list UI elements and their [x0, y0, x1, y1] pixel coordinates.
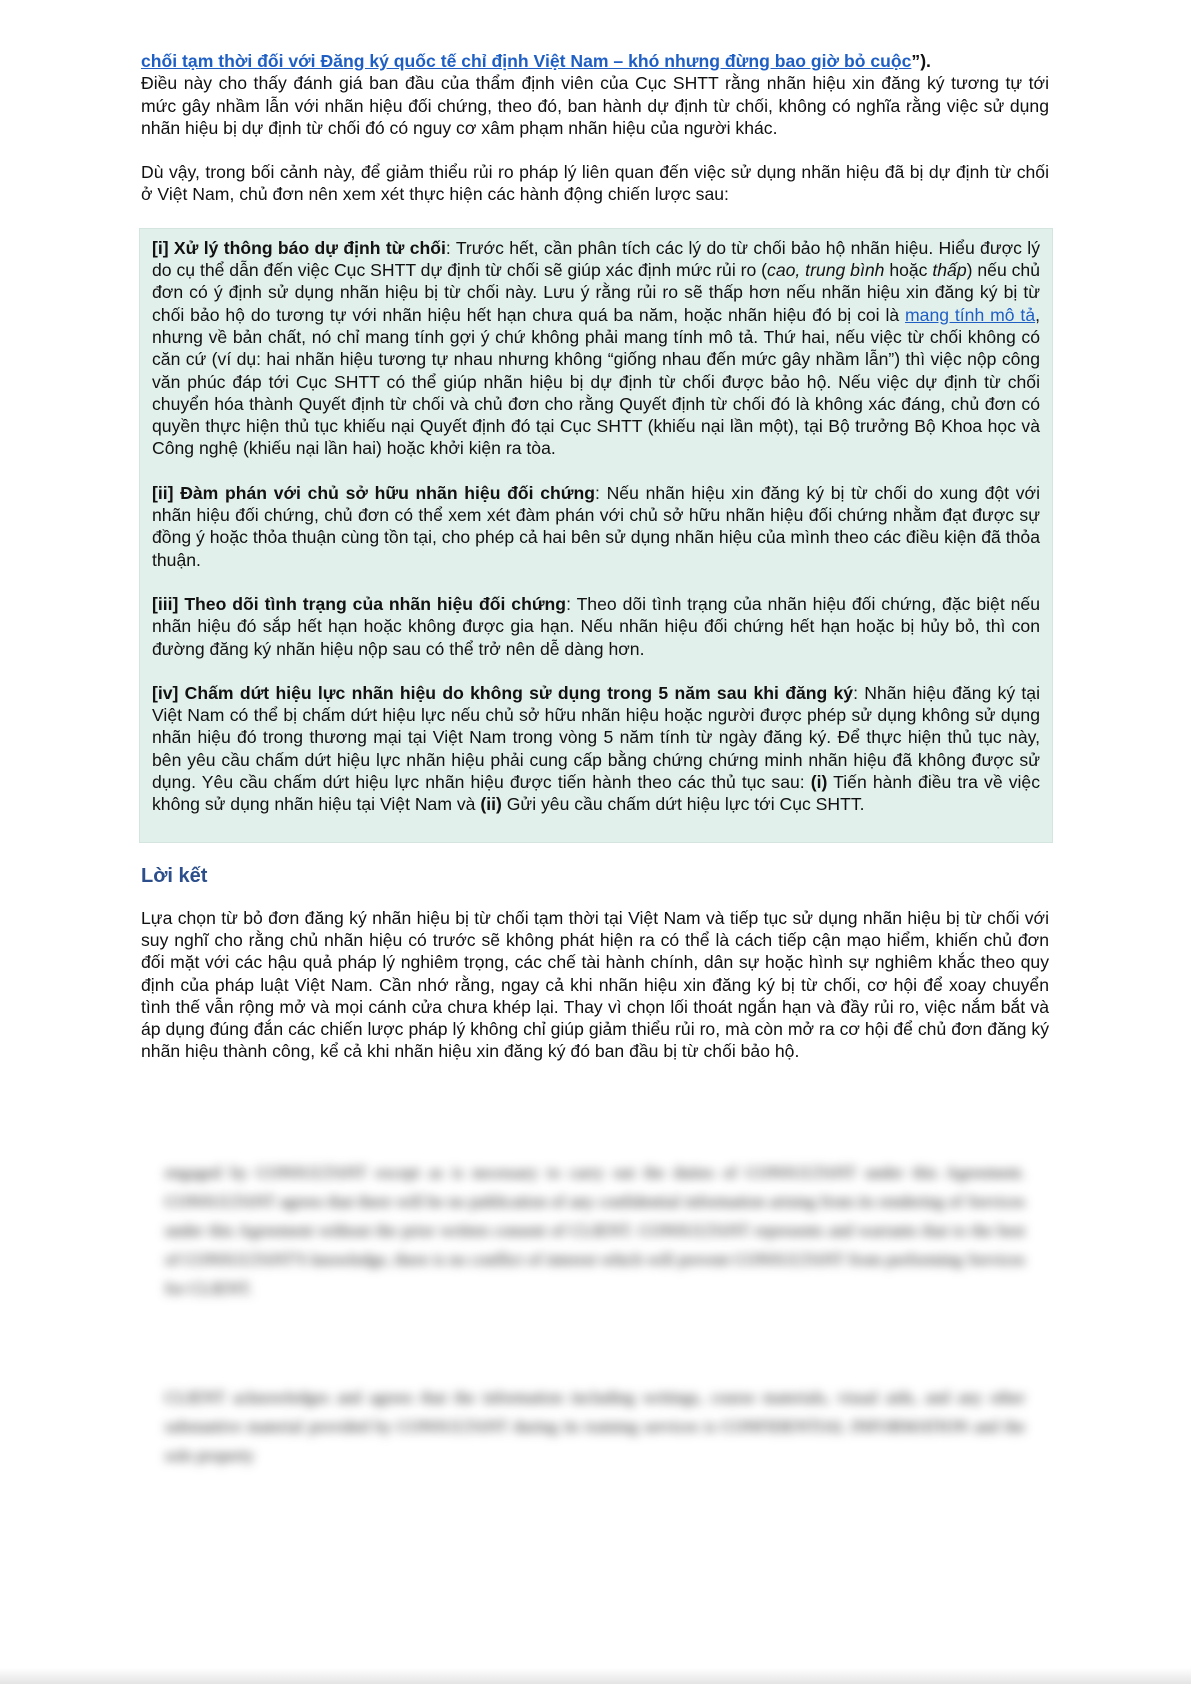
strategy-i-heading: [i] Xử lý thông báo dự định từ chối: [152, 237, 446, 258]
strategy-iv: [iv] Chấm dứt hiệu lực nhãn hiệu do không sử dụng trong 5 năm sau khi đăng ký: Nhãn hiệu đăng ký tại Việt Nam có thể bị chấm dứt hiệu lực nếu chủ sở hữu nhãn hiệu hoặc người được phép sử dụng không sử dụng nhãn hiệu đó trong thương mại tại Việt Nam trong vòng 5 năm tính từ ngày đăng ký. Để thực hiện thủ tục này, bên yêu cầu chấm dứt hiệu lực nhãn hiệu phải cung cấp bằng chứng chứng minh nhãn hiệu đã không được sử dụng. Yêu cầu chấm dứt hiệu lực nhãn hiệu được tiến hành theo các thủ tục sau: (i) Tiến hành điều tra về việc không sử dụng nhãn hiệu tại Việt Nam và (ii) Gửi yêu cầu chấm dứt hiệu lực tới Cục SHTT.: [152, 682, 1040, 815]
conclusion-paragraph: Lựa chọn từ bỏ đơn đăng ký nhãn hiệu bị từ chối tạm thời tại Việt Nam và tiếp tục sử dụng nhãn hiệu bị từ chối với suy nghĩ cho rằng chủ nhãn hiệu có trước sẽ không phát hiện ra có thể là cách tiếp cận mạo hiểm, khiến chủ đơn đối mặt với các hậu quả pháp lý nghiêm trọng, các chế tài hành chính, dân sự hoặc hình sự nghiêm khắc theo quy định của pháp luật Việt Nam. Cần nhớ rằng, ngay cả khi nhãn hiệu xin đăng ký bị từ chối, cơ hội để xoay chuyển tình thế vẫn rộng mở và mọi cánh cửa chưa khép lại. Thay vì chọn lối thoát ngắn hạn và đầy rủi ro, việc nắm bắt và áp dụng đúng đắn các chiến lược pháp lý không chỉ giúp giảm thiểu rủi ro, mà còn mở ra cơ hội để chủ đơn đăng ký nhãn hiệu thành công, kể cả khi nhãn hiệu xin đăng ký đó ban đầu bị từ chối bảo hộ.: [141, 907, 1049, 1062]
intro-text: Điều này cho thấy đánh giá ban đầu của thẩm định viên của Cục SHTT rằng nhãn hiệu xin đăng ký tương tự tới mức gây nhầm lẫn với nhãn hiệu đối chứng, theo đó, ban hành dự định từ chối, không có nghĩa rằng việc sử dụng nhãn hiệu bị dự định từ chối đó có nguy cơ xâm phạm nhãn hiệu của người khác.: [141, 73, 1049, 138]
link-closing-quote: ”).: [911, 51, 931, 71]
intro-paragraph-1: [141, 50, 1049, 139]
strategy-ii: [ii] Đàm phán với chủ sở hữu nhãn hiệu đối chứng: Nếu nhãn hiệu xin đăng ký bị từ chối do xung đột với nhãn hiệu đối chứng, chủ đơn có thể xem xét đàm phán với chủ sở hữu nhãn hiệu đối chứng nhằm đạt được sự đồng ý hoặc thỏa thuận cùng tồn tại, cho phép cả hai bên sử dụng nhãn hiệu của mình theo các điều kiện đã thỏa thuận.: [152, 482, 1040, 570]
strategies-callout-box: [139, 228, 1053, 843]
risk-levels: cao, trung bình: [767, 260, 885, 281]
article-link[interactable]: chối tạm thời đối với Đăng ký quốc tế chỉ định Việt Nam – khó nhưng đừng bao giờ bỏ cuộc: [141, 51, 912, 71]
strategy-i: [i] Xử lý thông báo dự định từ chối: Trước hết, cần phân tích các lý do từ chối bảo hộ nhãn hiệu. Hiểu được lý do cụ thể dẫn đến việc Cục SHTT dự định từ chối sẽ giúp xác định mức rủi ro (cao, trung bình hoặc thấp) nếu chủ đơn có ý định sử dụng nhãn hiệu bị từ chối này. Lưu ý rằng rủi ro sẽ thấp hơn nếu nhãn hiệu xin đăng ký bị từ chối bảo hộ do tương tự với nhãn hiệu hết hạn chưa quá ba năm, hoặc nhãn hiệu đó bị coi là mang tính mô tả, nhưng về bản chất, nó chỉ mang tính gợi ý chứ không phải mang tính mô tả. Thứ hai, nếu việc từ chối không có căn cứ (ví dụ: hai nhãn hiệu tương tự nhau nhưng không “giống nhau đến mức gây nhầm lẫn”) thì việc nộp công văn phúc đáp tới Cục SHTT có thể giúp nhãn hiệu bị dự định từ chối được bảo hộ. Nếu việc dự định từ chối chuyển hóa thành Quyết định từ chối và chủ đơn cho rằng Quyết định từ chối đó là không xác đáng, chủ đơn có quyền thực hiện thủ tục khiếu nại Quyết định đó tại Cục SHTT (khiếu nại lần một), tại Bộ trưởng Bộ Khoa học và Công nghệ (khiếu nại lần hai) hoặc khởi kiện ra tòa.: [152, 237, 1040, 459]
intro-paragraph-2: Dù vậy, trong bối cảnh này, để giảm thiểu rủi ro pháp lý liên quan đến việc sử dụng nhãn hiệu đã bị dự định từ chối ở Việt Nam, chủ đơn nên xem xét thực hiện các hành động chiến lược sau:: [141, 162, 1049, 205]
page-content: [141, 50, 1049, 1085]
strategy-iv-heading: [iv] Chấm dứt hiệu lực nhãn hiệu do không sử dụng trong 5 năm sau khi đăng ký: [152, 682, 854, 703]
blurred-paragraph-1: engaged by CONSULTANT except as is necessary to carry out the duties of CONSULTANT under this Agreement. CONSULTANT agrees that there will be no publication of any confidential information arising from its rendering of Services under this Agreement without the prior written consent of CLIENT. CONSULTANT represents and warrants that to the best of CONSULTANT'S knowledge, there is no conflict of interest which will prevent CONSULTANT from performing Services for CLIENT.: [165, 1163, 1025, 1298]
descriptive-link[interactable]: mang tính mô tả: [905, 304, 1036, 325]
page-edge-shadow: [0, 1668, 1191, 1684]
risk-level-low: thấp: [932, 260, 967, 281]
conclusion-heading: Lời kết: [141, 864, 208, 887]
strategy-iii: [iii] Theo dõi tình trạng của nhãn hiệu đối chứng: Theo dõi tình trạng của nhãn hiệu đối chứng, đặc biệt nếu nhãn hiệu đó sắp hết hạn hoặc không được gia hạn. Nếu nhãn hiệu đối chứng hết hạn hoặc bị hủy bỏ, thì con đường đăng ký nhãn hiệu nộp sau có thể trở nên dễ dàng hơn.: [152, 593, 1040, 659]
strategy-iii-heading: [iii] Theo dõi tình trạng của nhãn hiệu đối chứng: [152, 593, 567, 614]
strategy-ii-heading: [ii] Đàm phán với chủ sở hữu nhãn hiệu đối chứng: [152, 482, 596, 503]
blurred-paragraph-2: CLIENT acknowledges and agrees that the information including writings, course materials, visual aids, and any other substantive material provided by CONSULTANT during its training services is CONFIDENTIAL INFORMATION and the sole property: [165, 1388, 1025, 1465]
